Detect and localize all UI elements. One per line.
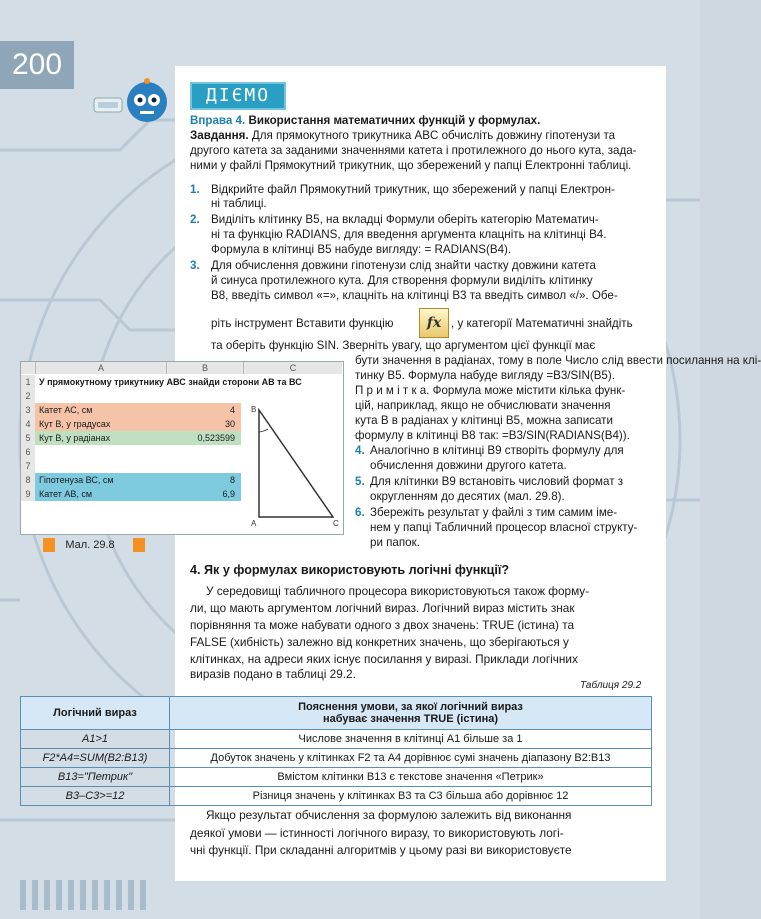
step-4-line-1: Аналогічно в клітинці B9 створіть формулу для bbox=[370, 444, 624, 457]
exercise-title-line bbox=[190, 113, 540, 128]
section-heading: 4. Як у формулах використовують логічні функції? bbox=[190, 563, 510, 577]
table-row bbox=[21, 768, 652, 787]
table-cell-desc: Вмістом клітинки B13 є текстове значення «Петрик» bbox=[170, 768, 652, 787]
step-6-line-2: нем у папці Табличний процесор власної структу- bbox=[370, 521, 638, 534]
table-cell-expr: A1>1 bbox=[21, 730, 170, 749]
cell-value: 4 bbox=[229, 405, 235, 415]
table-cell-expr: B3–C3>=12 bbox=[21, 787, 170, 806]
corner-cell bbox=[21, 362, 36, 374]
row-number: 9 bbox=[21, 487, 35, 501]
step-3-line-2: й синуса протилежного кута. Для створення формули виділіть клітинку bbox=[211, 274, 593, 287]
note-line: П р и м і т к а. Формула може містити кілька функ- bbox=[355, 384, 626, 397]
robot-mascot-icon bbox=[92, 78, 172, 130]
step-2-line-3: Формула в клітинці B5 набуде вигляду: = RADIANS(B4). bbox=[211, 243, 512, 256]
row-number: 6 bbox=[21, 445, 35, 459]
step-2-line-2: ні та функцію RADIANS, для введення аргумента клацніть на клітинці B4. bbox=[211, 228, 607, 241]
paragraph-line: У середовищі табличного процесора використовуються також форму- bbox=[206, 584, 590, 598]
sheet-row bbox=[21, 459, 241, 473]
paragraph-line: Якщо результат обчислення за формулою залежить від виконання bbox=[206, 808, 572, 822]
table-header-line: набуває значення TRUE (істина) bbox=[322, 713, 499, 725]
figure-caption: Мал. 29.8 bbox=[65, 539, 115, 551]
cell-label: Кут В, у градусах bbox=[39, 419, 111, 429]
cell-label: Гіпотенуза ВС, см bbox=[39, 475, 114, 485]
row-number: 2 bbox=[21, 389, 35, 403]
task-line-1 bbox=[190, 128, 615, 143]
table-header: Логічний вираз bbox=[21, 697, 170, 730]
row-number: 3 bbox=[21, 403, 35, 417]
exercise-title: Використання математичних функцій у формулах. bbox=[248, 114, 541, 127]
sheet-row bbox=[21, 487, 241, 501]
insert-function-icon: fx bbox=[419, 308, 449, 338]
logic-table bbox=[20, 696, 652, 806]
task-line-3: ними у файлі Прямокутний трикутник, що збережений у папці Електронні таблиці. bbox=[190, 159, 632, 172]
step-number: 3. bbox=[190, 259, 200, 272]
paragraph-line: виразів подано в таблиці 29.2. bbox=[190, 667, 356, 681]
step-3-line-1: Для обчислення довжини гіпотенузи слід знайти частку довжини катета bbox=[211, 259, 596, 272]
cell-value: 30 bbox=[224, 419, 235, 429]
step-3-before-icon: ріть інструмент Вставити функцію bbox=[211, 317, 394, 330]
cell-label: Катет АС, см bbox=[39, 405, 93, 415]
step-5-line-1: Для клітинки B9 встановіть числовий формат з bbox=[370, 475, 624, 488]
note-line: кута B в радіанах у клітинці B5, можна записати bbox=[355, 414, 613, 427]
row-number: 8 bbox=[21, 473, 35, 487]
task-line-2: другого катета за заданими значеннями катета і протилежного до нього кута, зада- bbox=[190, 144, 637, 157]
step-3-cont-line: та оберіть функцію SIN. Зверніть увагу, що аргументом цієї функції має bbox=[211, 339, 596, 352]
table-row bbox=[21, 787, 652, 806]
table-header-line: Пояснення умови, за якої логічний вираз bbox=[298, 701, 523, 713]
row-number: 7 bbox=[21, 459, 35, 473]
cell-value: 0,523599 bbox=[197, 433, 235, 443]
sheet-row bbox=[21, 473, 241, 487]
table-row bbox=[21, 730, 652, 749]
step-number: 1. bbox=[190, 183, 200, 196]
step-number: 2. bbox=[190, 213, 200, 226]
sheet-row bbox=[21, 417, 241, 431]
row-number: 4 bbox=[21, 417, 35, 431]
sheet-title: У прямокутному трикутнику АВС знайди сторони АВ та ВС bbox=[39, 377, 302, 387]
triangle-vertex-a: A bbox=[251, 519, 257, 528]
step-number: 4. bbox=[355, 444, 365, 457]
paragraph-line: чні функції. При складанні алгоритмів у цьому разі ви використовуєте bbox=[190, 843, 572, 857]
paragraph-line: FALSE (хибність) залежно від конкретних значень, що зберігаються у bbox=[190, 635, 569, 649]
step-1-line-2: ні таблиці. bbox=[211, 197, 267, 210]
step-1-line-1: Відкрийте файл Прямокутний трикутник, що збережений у папці Електрон- bbox=[211, 183, 615, 196]
task-label: Завдання. bbox=[190, 129, 249, 142]
exercise-label: Вправа 4. bbox=[190, 114, 246, 127]
cell-label: Кут В, у радіанах bbox=[39, 433, 111, 443]
table-cell-desc: Різниця значень у клітинках B3 та C3 більша або дорівнює 12 bbox=[170, 787, 652, 806]
cell-value: 6,9 bbox=[222, 489, 235, 499]
step-2-line-1: Виділіть клітинку B5, на вкладці Формули оберіть категорію Математич- bbox=[211, 213, 599, 226]
cell-value: 8 bbox=[229, 475, 235, 485]
table-row bbox=[21, 749, 652, 768]
step-number: 5. bbox=[355, 475, 365, 488]
paragraph-line: клітинках, на адреси яких існує посилання у виразі. Приклади логічних bbox=[190, 652, 578, 666]
step-number: 6. bbox=[355, 506, 365, 519]
section-badge: ДІЄМО bbox=[190, 82, 286, 110]
paragraph-line: ли, що мають аргументом логічний вираз. Логічний вираз містить знак bbox=[190, 601, 575, 615]
table-header bbox=[170, 697, 652, 730]
caption-marker bbox=[133, 538, 145, 552]
step-6-line-3: ри папок. bbox=[370, 536, 420, 549]
cell-label: Катет АВ, см bbox=[39, 489, 93, 499]
step-3-cont-line: тинку B5. Формула набуде вигляду =B3/SIN(B5). bbox=[355, 369, 615, 382]
table-cell-expr: B13="Петрик" bbox=[21, 768, 170, 787]
sheet-row bbox=[21, 445, 241, 459]
sheet-row bbox=[21, 375, 341, 389]
table-caption: Таблиця 29.2 bbox=[580, 680, 642, 691]
spreadsheet-figure bbox=[20, 361, 344, 535]
paragraph-line: порівняння та може набувати одного з двох значень: TRUE (істина) та bbox=[190, 618, 575, 632]
triangle-vertex-c: C bbox=[333, 519, 339, 528]
task-text: Для прямокутного трикутника ABC обчисліть довжину гіпотенузи та bbox=[251, 129, 616, 142]
step-6-line-1: Збережіть результат у файлі з тим самим іме- bbox=[370, 506, 618, 519]
sheet-row bbox=[21, 431, 241, 445]
step-5-line-2: округленням до десятих (мал. 29.8). bbox=[370, 490, 565, 503]
table-cell-desc: Числове значення в клітинці A1 більше за 1 bbox=[170, 730, 652, 749]
note-line: цій, наприклад, якщо не обчислювати значення bbox=[355, 399, 611, 412]
sheet-row bbox=[21, 403, 241, 417]
column-header: B bbox=[167, 362, 244, 374]
column-header: C bbox=[244, 362, 342, 374]
column-header: A bbox=[36, 362, 167, 374]
table-cell-desc: Добуток значень у клітинках F2 та A4 дорівнює сумі значень діапазону B2:B13 bbox=[170, 749, 652, 768]
step-3-cont-line: бути значення в радіанах, тому в поле Число слід ввести посилання на клі- bbox=[355, 354, 761, 367]
page-number: 200 bbox=[0, 41, 74, 89]
row-number: 5 bbox=[21, 431, 35, 445]
table-cell-expr: F2*A4=SUM(B2:B13) bbox=[21, 749, 170, 768]
paragraph-line: деякої умови — істинності логічного виразу, то використовують логі- bbox=[190, 826, 564, 840]
note-line: формулу в клітинці B8 так: =B3/SIN(RADIANS(B4)). bbox=[355, 429, 630, 442]
step-4-line-2: обчислення довжини другого катета. bbox=[370, 459, 567, 472]
triangle-vertex-b: B bbox=[251, 405, 257, 414]
table-header-row bbox=[21, 697, 652, 730]
triangle-diagram bbox=[249, 402, 341, 530]
step-3-line-3: B8, введіть символ «=», клацніть на клітинці B3 та введіть символ «/». Обе- bbox=[211, 289, 618, 302]
step-3-after-icon: , у категорії Математичні знайдіть bbox=[451, 317, 633, 330]
sheet-row bbox=[21, 389, 241, 403]
row-number: 1 bbox=[21, 375, 35, 389]
